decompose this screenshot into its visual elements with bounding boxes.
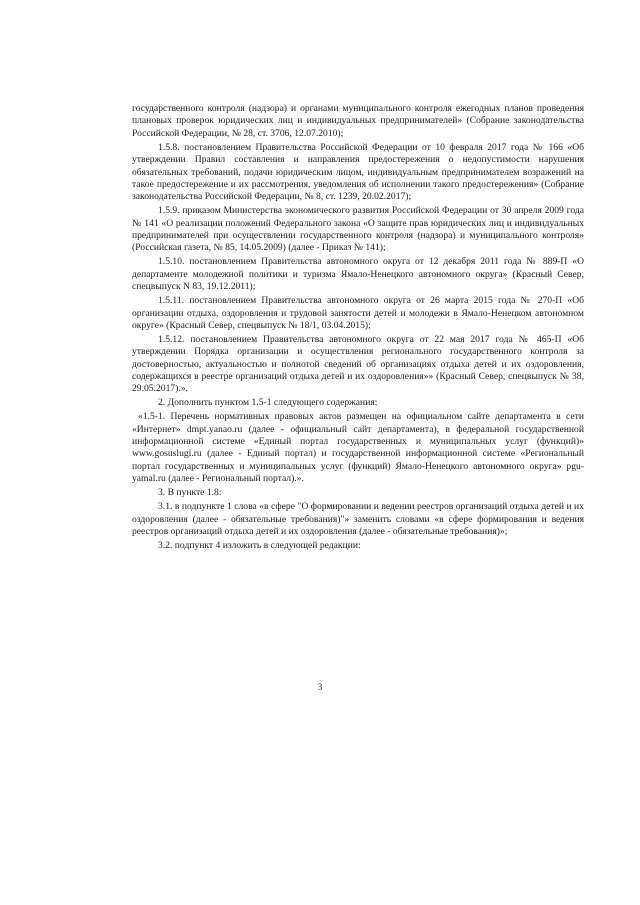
paragraph-item-3: 3. В пункте 1.8: [158,487,222,499]
paragraph-1-5-8: 1.5.8. постановлением Правительства Российской Федерации от 10 февраля 2017 года № 166 «Об утверждении Правил составления и направления предостережения о недопустимости нарушения обязательных требований, подачи юридическим лицом, индивидуальным предпринимателем возражений на такое предостережение и их рассмотрения, уведомления об исполнении такого предостережения» (Собрание законодательства Российской Федерации, № 8, ст. 1239, 20.02.2017); [132,141,584,203]
paragraph-item-3-2: 3.2. подпункт 4 изложить в следующей редакции: [158,539,361,551]
paragraph-1-5-10: 1.5.10. постановлением Правительства автономного округа от 12 декабря 2011 года № 889-П «О департаменте молодежной политики и туризма Ямало-Ненецкого автономного округа» (Красный Север, спецвыпуск N 83, 19.12.2011); [132,256,584,293]
document-body [132,103,584,554]
paragraph-continuation: государственного контроля (надзора) и органами муниципального контроля ежегодных планов проведения плановых проверок юридических лиц и индивидуальных предпринимателей» (Собрание законодательства Российской Федерации, № 28, ст. 3706, 12.07.2010); [132,103,584,139]
page-number: 3 [317,682,323,693]
paragraph-1-5-1-text: «1.5-1. Перечень нормативных правовых актов размещен на официальном сайте департамента в сети «Интернет» dmpt.yanao.ru (далее - официальный сайт департамента), в федеральной государственной информационной системе «Единый портал государственных и муниципальных услуг (функций)» www.gosuslugi.ru (далее - Единый портал) и государственной информационной системе «Региональный портал государственных и муниципальных услуг (функций) Ямало-Ненецкого автономного округа» pgu-yamal.ru (далее - Региональный портал).». [132,411,584,485]
paragraph-item-2: 2. Дополнить пунктом 1.5-1 следующего содержания: [158,397,378,409]
paragraph-item-3-1: 3.1. в подпункте 1 слова «в сфере "О формировании и ведении реестров организаций отдыха детей и их оздоровления (далее - обязательные требования)"» заменить словами «в сфере формирования и ведения реестров организаций отдыха детей и их оздоровления (далее - обязательные требования)»; [132,501,584,537]
paragraph-1-5-9: 1.5.9. приказом Министерства экономического развития Российской Федерации от 30 апреля 2009 года № 141 «О реализации положений Федерального закона «О защите прав юридических лиц и индивидуальных предпринимателей при осуществлении государственного контроля (надзора) и муниципального контроля» (Российская газета, № 85, 14.05.2009) (далее - Приказ № 141); [132,205,584,254]
paragraph-1-5-12: 1.5.12. постановлением Правительства автономного округа от 22 мая 2017 года № 465-П «Об утверждении Порядка организации и осуществления регионального государственного контроля за достоверностью, актуальностью и полнотой сведений об организациях отдыха детей и их оздоровления, содержащихся в реестре организаций отдыха детей и их оздоровления»» (Красный Север, спецвыпуск № 38, 29.05.2017).». [132,333,584,395]
paragraph-1-5-11: 1.5.11. постановлением Правительства автономного округа от 26 марта 2015 года № 270-П «Об организации отдыха, оздоровления и трудовой занятости детей и молодежи в Ямало-Ненецком автономном округе» (Красный Север, спецвыпуск № 18/1, 03.04.2015); [132,295,584,331]
